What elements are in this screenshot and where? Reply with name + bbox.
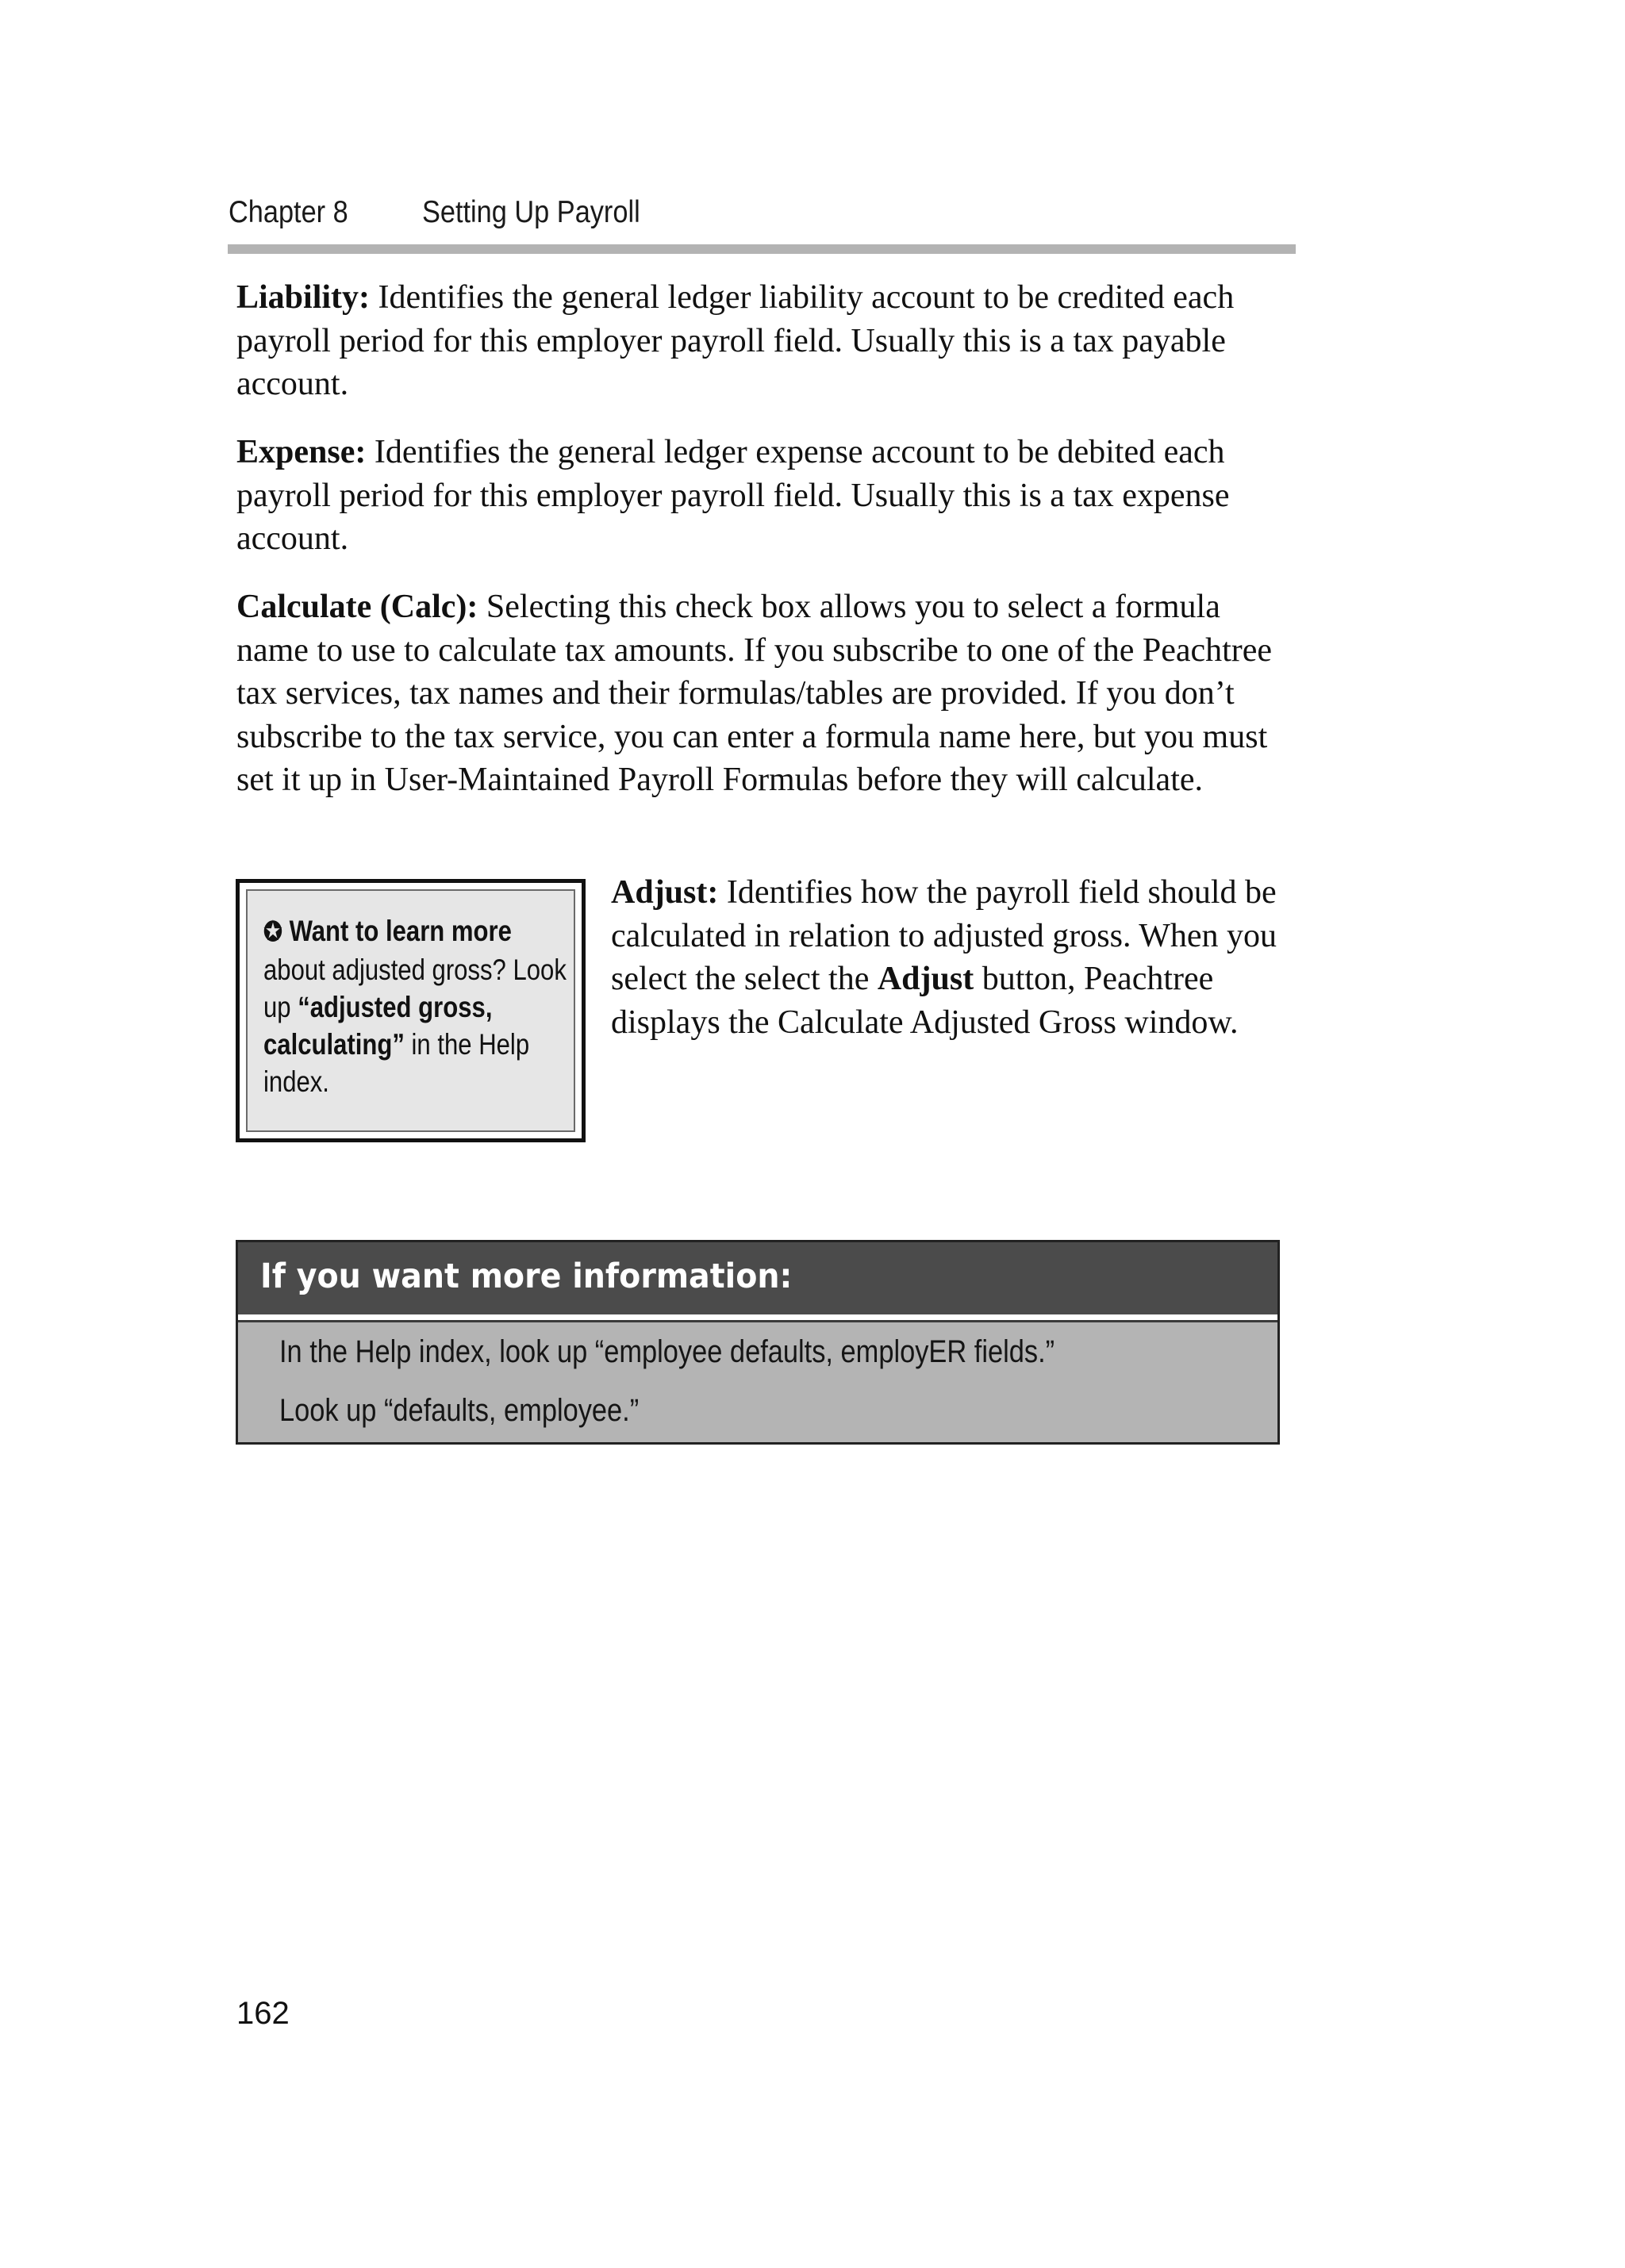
- header-separator: [238, 1314, 1277, 1320]
- calculate-term: Calculate (Calc):: [236, 589, 478, 625]
- liability-text: Identifies the general ledger liability account to be credited each payroll period for this employer payroll field. Usually this is a tax payable account.: [236, 279, 1235, 402]
- star-icon: ✪: [263, 917, 282, 947]
- adjust-text-part-1: Identifies how the payroll field should be calculated in relation to adjusted gross. When you select the select the: [611, 874, 1277, 997]
- tip-help-topic: “adjusted gross, calculating”: [263, 991, 493, 1061]
- expense-term: Expense:: [236, 434, 367, 470]
- adjust-button-label: Adjust: [877, 961, 974, 997]
- liability-paragraph: [236, 276, 1300, 406]
- tip-text: [263, 912, 569, 1100]
- chapter-title: Setting Up Payroll: [422, 195, 640, 229]
- tip-heading: Want to learn more: [289, 915, 512, 947]
- header-separator-rule: [238, 1320, 1277, 1322]
- calculate-paragraph: [236, 585, 1300, 802]
- expense-paragraph: [236, 431, 1300, 561]
- calculate-text: Selecting this check box allows you to select a formula name to use to calculate tax amounts. If you subscribe to one of the Peachtree tax services, tax names and their formulas/tables are provided. If you don’t subscribe to the tax service, you can enter a formula name here, but you must set it up in User-Maintained Payroll Formulas before they will calculate.: [236, 589, 1273, 798]
- info-line: In the Help index, look up “employee defaults, employER fields.”: [279, 1334, 1055, 1369]
- tip-text-part-1: about adjusted gross? Look up: [263, 954, 567, 1023]
- page-number: 162: [236, 1996, 290, 2031]
- tip-text-part-2: in the Help index.: [263, 1028, 530, 1098]
- expense-text: Identifies the general ledger expense account to be debited each payroll period for this employer payroll field. Usually this is a tax expense account.: [236, 434, 1230, 557]
- adjust-text-part-2: button, Peachtree displays the Calculate Adjusted Gross window.: [611, 961, 1239, 1041]
- info-line: Look up “defaults, employee.”: [279, 1393, 640, 1428]
- more-information-box: [236, 1240, 1280, 1445]
- running-header: [229, 195, 640, 230]
- tip-sidebar: [236, 879, 586, 1142]
- liability-term: Liability:: [236, 279, 371, 316]
- tip-sidebar-panel: [246, 889, 575, 1132]
- adjust-paragraph: [611, 871, 1300, 1044]
- header-rule: [228, 244, 1296, 254]
- more-information-header: [238, 1242, 1277, 1314]
- more-information-title: If you want more information:: [260, 1257, 793, 1296]
- adjust-term: Adjust:: [611, 874, 719, 911]
- chapter-number: Chapter 8: [229, 195, 348, 229]
